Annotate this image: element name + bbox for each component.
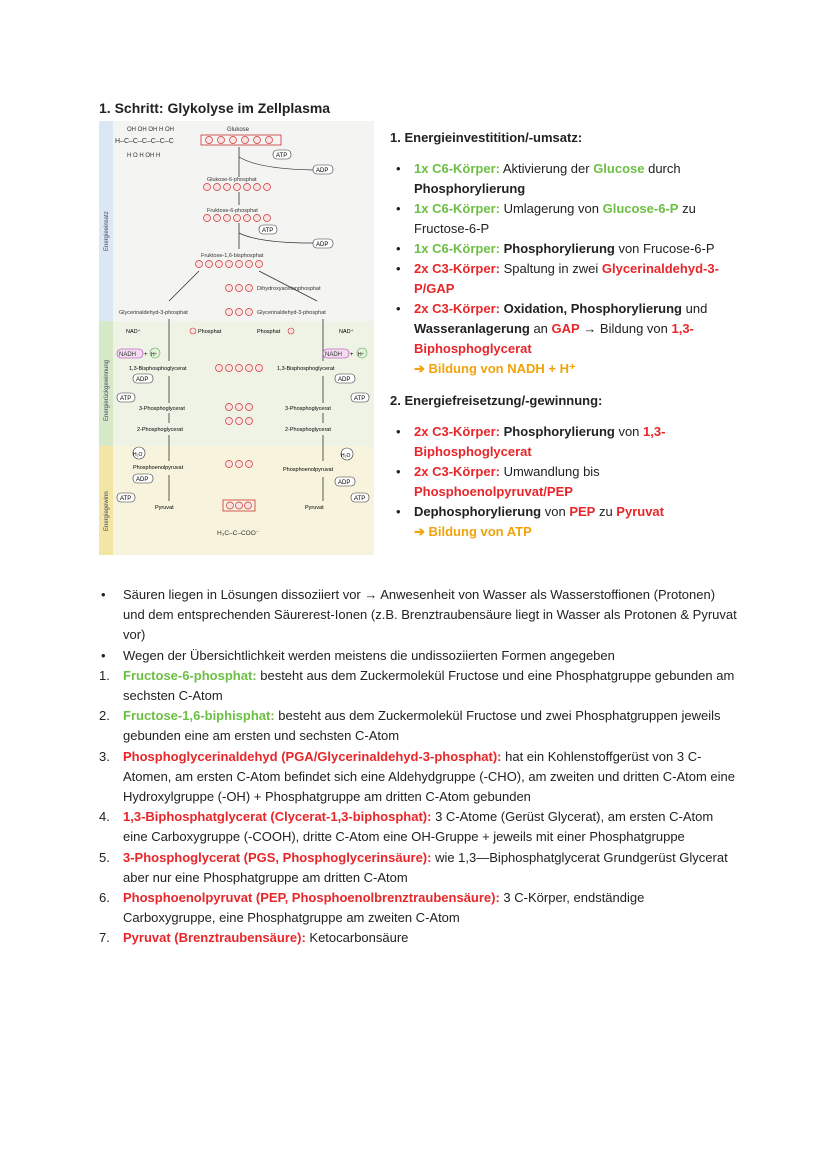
svg-text:H–C–C–C–C–C–C: H–C–C–C–C–C–C — [115, 138, 174, 145]
label-h-left: H⁺ — [151, 352, 158, 358]
glucose-formula-top: OH OH OH H OH — [127, 127, 175, 133]
label-pyr-left: Pyruvat — [155, 505, 174, 511]
label-nadh-left: NADH — [119, 352, 137, 358]
list-item: • 1x C6-Körper: Phosphorylierung von Frucose-6-P — [390, 239, 740, 259]
label-nad-left: NAD⁺ — [126, 329, 141, 335]
definition-item: 1. Fructose-6-phosphat: besteht aus dem Zuckermolekül Fructose und eine Phosphatgruppe gebunden am sechsten C-Atom — [99, 667, 735, 704]
list-item: • Säuren liegen in Lösungen dissoziiert vor → Anwesenheit von Wasser als Wasserstoffionen (Protonen) und dem entsprechenden Säurerest-Ionen (z.B. Brenztraubensäure liegt in Wasser als Protonen & Pyruvat vor) — [101, 587, 737, 643]
label-h2o-left: H₂O — [133, 452, 143, 458]
side-label-3: Energiegewinn — [104, 491, 110, 531]
label-pg2-left: 2-Phosphoglycerat — [137, 427, 183, 433]
list-item: • Wegen der Übersichtlichkeit werden meistens die undissoziierten Formen angegeben — [101, 647, 615, 663]
label-glukose: Glukose — [227, 127, 250, 133]
label-atp2: ATP — [262, 228, 274, 234]
label-pep-left: Phosphoenolpyruvat — [133, 465, 184, 471]
label-pg3-left: 3-Phosphoglycerat — [139, 406, 185, 412]
result-nadh: ➔ Bildung von NADH + H⁺ — [414, 361, 576, 376]
side-label-1: Energieeinsatz — [104, 211, 110, 251]
label-adp4: ADP — [338, 377, 351, 383]
section-title-gain: 2. Energiefreisetzung/-gewinnung: — [390, 393, 603, 408]
definition-item: 3. Phosphoglycerinaldehyd (PGA/Glycerinaldehyd-3-phosphat): hat ein Kohlenstoffgerüst von 3 C-Atomen, am ersten C-Atom befindet sich eine Aldehydgruppe (-CHO), am zweiten und dritten C-Atom eine Hydroxylgruppe (-OH) + Phosphatgruppe am dritten C-Atom gebunden — [99, 748, 736, 805]
notes-section — [99, 585, 739, 949]
definition-item: 7. Pyruvat (Brenztraubensäure): Ketocarbonsäure — [99, 930, 409, 946]
list-item: • 2x C3-Körper: Spaltung in zwei Glycerinaldehyd-3-P/GAP — [390, 259, 740, 299]
label-adp3: ADP — [136, 377, 149, 383]
label-pyr-right: Pyruvat — [305, 505, 324, 511]
definition-item: 6. Phosphoenolpyruvat (PEP, Phosphoenolbrenztraubensäure): 3 C-Körper, endständige Carboxygruppe, eine Phosphatgruppe am zweiten C-Atom — [99, 890, 645, 926]
result-atp: ➔ Bildung von ATP — [414, 524, 532, 539]
definition-item: 4. 1,3-Biphosphatglycerat (Clycerat-1,3-biphosphat): 3 C-Atome (Gerüst Glycerat), am ersten C-Atom eine Carboxygruppe (-COOH), dritte C-Atom eine OH-Gruppe + jeweils mit einer Phosphatgruppe — [99, 809, 714, 845]
label-nad-right: NAD⁺ — [339, 329, 354, 335]
definition-item: 2. Fructose-1,6-biphisphat: besteht aus dem Zuckermolekül Fructose und zwei Phosphatgruppen jeweils gebunden eine am ersten und sechsten C-Atom — [99, 708, 721, 744]
list-item: • 1x C6-Körper: Umlagerung von Glucose-6-P zu Fructose-6-P — [390, 199, 740, 239]
label-atp4: ATP — [354, 396, 366, 402]
definitions-list — [99, 666, 739, 949]
label-phosphat-left: Phosphat — [198, 329, 222, 335]
label-adp6: ADP — [338, 480, 351, 486]
label-nadh-right: NADH — [325, 352, 343, 358]
label-atp6: ATP — [354, 496, 366, 502]
list-item: • 2x C3-Körper: Oxidation, Phosphorylierung und Wasseranlagerung an GAP → Bildung von 1,3-Biphosphoglycerat ➔ Bildung von NADH + H⁺ — [390, 299, 740, 379]
label-g6p: Glukose-6-phosphat — [207, 177, 257, 183]
definition-item: 5. 3-Phosphoglycerat (PGS, Phosphoglycerinsäure): wie 1,3—Biphosphatglycerat Grundgerüst Glycerat aber nur eine Phosphatgruppe am dritten C-Atom — [99, 849, 728, 885]
label-f6p: Fruktose-6-phosphat — [207, 208, 258, 214]
label-dhap: Dihydroxyacetonphosphat — [257, 286, 321, 292]
list-item: • 2x C3-Körper: Phosphorylierung von 1,3-Biphosphoglycerat — [390, 422, 740, 462]
svg-text:+: + — [144, 352, 148, 358]
glucose-formula-bottom: H O H OH H — [127, 153, 161, 159]
label-h-right: H⁺ — [358, 352, 365, 358]
investment-list — [390, 159, 740, 379]
label-atp5: ATP — [120, 496, 132, 502]
label-phosphat-right: Phosphat — [257, 329, 281, 335]
list-item: • 1x C6-Körper: Aktivierung der Glucose durch Phosphorylierung — [390, 159, 740, 199]
label-bpg-right: 1,3-Bisphosphoglycerat — [277, 366, 335, 372]
page-heading: 1. Schritt: Glykolyse im Zellplasma — [99, 100, 331, 116]
svg-text:+: + — [350, 352, 354, 358]
side-label-2: Energierückgewinnung — [104, 359, 110, 421]
label-adp5: ADP — [136, 477, 149, 483]
label-gap-right: Glycerinaldehyd-3-phosphat — [257, 310, 326, 316]
label-h2o-right: H₂O — [341, 453, 351, 459]
label-atp3: ATP — [120, 396, 132, 402]
section-title-investment: 1. Energieinvestitition/-umsatz: — [390, 130, 583, 145]
label-pep-right: Phosphoenolpyruvat — [283, 467, 334, 473]
list-item: • 2x C3-Körper: Umwandlung bis Phosphoenolpyruvat/PEP — [390, 462, 740, 502]
glycolysis-diagram — [99, 121, 374, 555]
label-pg3-right: 3-Phosphoglycerat — [285, 406, 331, 412]
label-adp1: ADP — [316, 168, 329, 174]
label-bpg-left: 1,3-Bisphosphoglycerat — [129, 366, 187, 372]
label-gap-left: Glycerinaldehyd-3-phosphat — [119, 310, 188, 316]
label-adp2: ADP — [316, 242, 329, 248]
label-pg2-right: 2-Phosphoglycerat — [285, 427, 331, 433]
list-item: • Dephosphorylierung von PEP zu Pyruvat ➔ Bildung von ATP — [390, 502, 740, 542]
label-f16bp: Fruktose-1,6-bisphosphat — [201, 253, 264, 259]
process-summary — [390, 128, 740, 554]
label-atp1: ATP — [276, 153, 288, 159]
pyruvate-formula: H₃C–C–COO⁻ — [217, 530, 260, 537]
gain-list — [390, 422, 740, 542]
